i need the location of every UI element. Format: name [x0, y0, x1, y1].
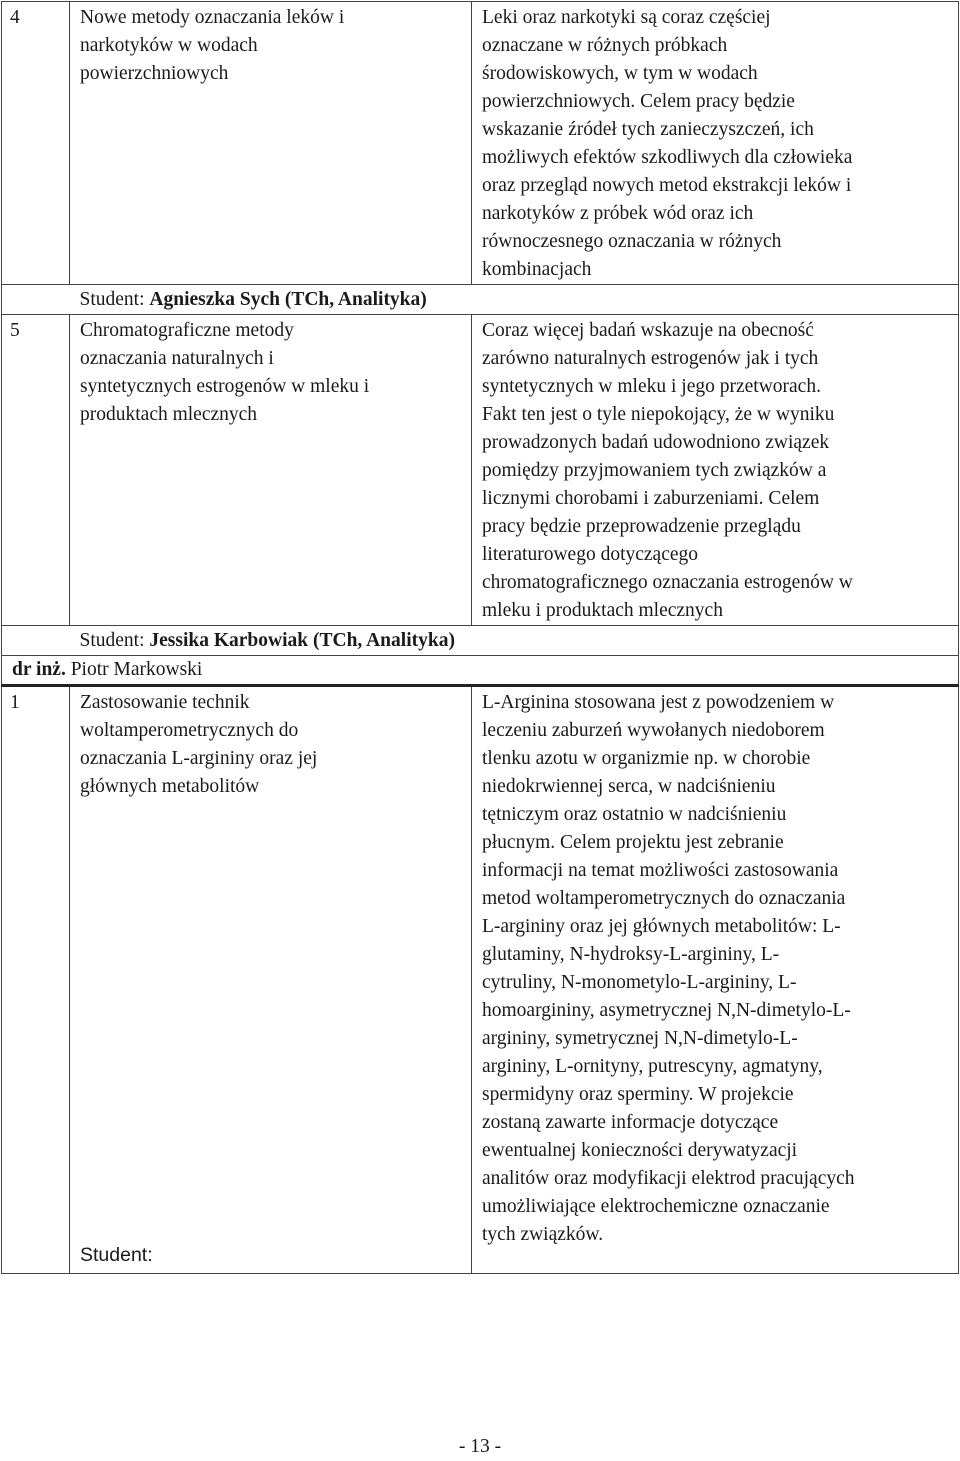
student-row — [2, 626, 959, 656]
supervisor-row — [2, 656, 959, 686]
topics-table — [1, 1, 959, 1274]
student-cell — [70, 285, 959, 315]
topic-title-text: Chromatograficzne metody oznaczania naturalnych i syntetycznych estrogenów w mleku i produktach mlecznych — [80, 320, 370, 425]
student-row — [2, 285, 959, 315]
student-label: Student: — [79, 630, 145, 651]
topic-number: 4 — [2, 2, 70, 285]
student-label: Student: — [80, 1244, 153, 1266]
topic-row — [2, 315, 959, 626]
topic-title — [70, 2, 472, 285]
topic-title — [70, 315, 472, 626]
supervisor-name: Piotr Markowski — [70, 659, 203, 680]
topic-number: 1 — [2, 686, 70, 1274]
topic-description-text: Coraz więcej badań wskazuje na obecność zarówno naturalnych estrogenów jak i tych syntetycznych w mleku i jego przetworach. Fakt ten jest o tyle niepokojący, że w wyniku prowadzonych badań udowodniono związek pomiędzy przyjmowaniem tych związków a licznymi chorobami i zaburzeniami. Celem pracy będzie przeprowadzenie przeglądu literaturowego dotyczącego chromatograficznego oznaczania estrogenów w mleku i produktach mlecznych — [482, 320, 853, 621]
student-name: Jessika Karbowiak (TCh, Analityka) — [149, 630, 455, 651]
topic-title — [70, 686, 472, 1274]
student-label: Student: — [79, 289, 145, 310]
topic-description — [472, 315, 959, 626]
topic-description — [472, 2, 959, 285]
topic-title-text: Zastosowanie technik woltamperometrycznych do oznaczania L-argininy oraz jej głównych metabolitów — [80, 692, 318, 797]
topic-description — [472, 686, 959, 1274]
topic-description-text: L-Arginina stosowana jest z powodzeniem w leczeniu zaburzeń wywołanych niedoborem tlenku azotu w organizmie np. w chorobie niedokrwiennej serca, w nadciśnieniu tętniczym oraz ostatnio w nadciśnieniu płucnym. Celem projektu jest zebranie informacji na temat możliwości zastosowania metod woltamperometrycznych do oznaczania L-argininy oraz jej głównych metabolitów: L- glutaminy, N-hydroksy-L-argininy, L- cytruliny, N-monometylo-L-argininy, L- homoargininy, asymetrycznej N,N-dimetylo-L- argininy, symetrycznej N,N-dimetylo-L- argininy, L-ornityny, putrescyny, agmatyny, spermidyny oraz sperminy. W projekcie zostaną zawarte informacje dotyczące ewentualnej konieczności derywatyzacji analitów oraz modyfikacji elektrod pracujących umożliwiające elektrochemiczne oznaczanie tych związków. — [482, 692, 855, 1245]
topic-row — [2, 686, 959, 1274]
topic-number: 5 — [2, 315, 70, 626]
supervisor-cell — [2, 656, 959, 686]
page-number: - 13 - — [458, 1436, 502, 1457]
topic-description-text: Leki oraz narkotyki są coraz częściej oznaczane w różnych próbkach środowiskowych, w tym w wodach powierzchniowych. Celem pracy będzie wskazanie źródeł tych zanieczyszczeń, ich możliwych efektów szkodliwych dla człowieka oraz przegląd nowych metod ekstrakcji leków i narkotyków z próbek wód oraz ich równoczesnego oznaczania w różnych kombinacjach — [482, 7, 853, 280]
topic-row — [2, 2, 959, 285]
supervisor-title: dr inż. — [12, 659, 66, 680]
topic-title-text: Nowe metody oznaczania leków i narkotyków w wodach powierzchniowych — [80, 7, 345, 84]
student-name: Agnieszka Sych (TCh, Analityka) — [149, 289, 427, 310]
student-cell — [70, 626, 959, 656]
